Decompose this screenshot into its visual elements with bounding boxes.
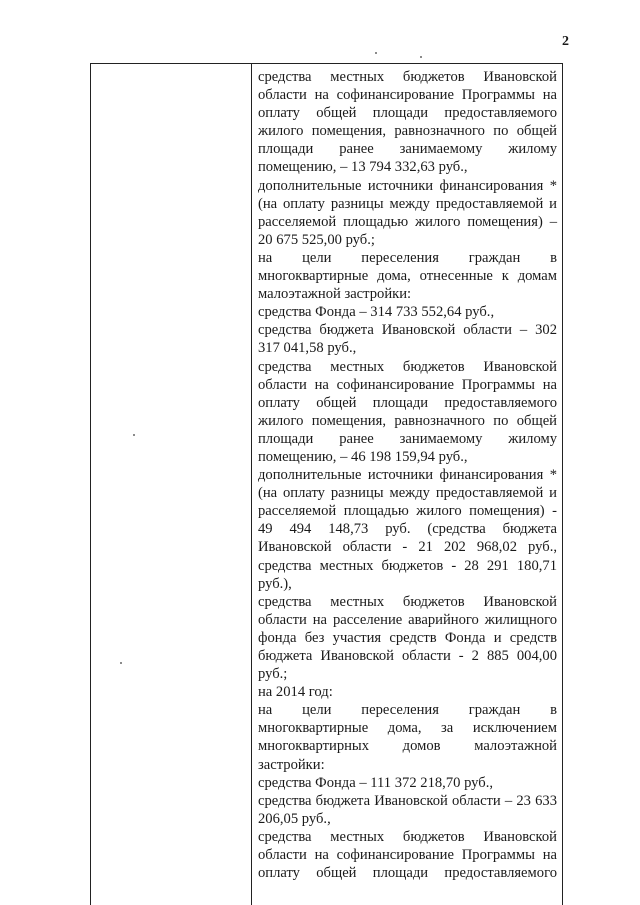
page-number: 2 xyxy=(562,34,569,49)
paragraph: на цели переселения граждан в многоквартирные дома, за исключением многоквартирных домов малоэтажной застройки: xyxy=(258,702,557,773)
table-right-cell xyxy=(252,64,563,905)
paragraph: средства Фонда – 314 733 552,64 руб., xyxy=(258,304,495,321)
paragraph: средства местных бюджетов Ивановской области на расселение аварийного жилищного фонда без участия средств Фонда и средств бюджета Ивановской области - 2 885 004,00 руб.; xyxy=(258,593,557,683)
paragraph: дополнительные источники финансирования * (на оплату разницы между предоставляемой и расселяемой площадью жилого помещения) - 49 494 148,73 руб. (средства бюджета Ивановской области - 21 202 968,02 руб., средства местных бюджетов - 28 291 180,71 руб.), xyxy=(258,467,557,592)
table-left-cell xyxy=(91,64,252,905)
paragraph: на цели переселения граждан в многоквартирные дома, отнесенные к домам малоэтажной застройки: xyxy=(258,249,557,303)
scan-speck xyxy=(120,662,122,664)
paragraph: средства местных бюджетов Ивановской области на софинансирование Программы на оплату общей площади предоставляемого xyxy=(258,828,557,882)
paragraph: средства местных бюджетов Ивановской области на софинансирование Программы на оплату общей площади предоставляемого жилого помещения, равнозначного по общей площади ранее занимаемому жилому помещению, – 13 794 332,63 руб., xyxy=(258,69,557,176)
paragraph: средства бюджета Ивановской области – 23 633 206,05 руб., xyxy=(258,792,557,827)
scan-speck xyxy=(133,434,135,436)
paragraph: на 2014 год: xyxy=(258,684,333,701)
funding-text xyxy=(258,68,557,882)
document-table xyxy=(90,63,563,905)
scan-speck xyxy=(375,52,377,54)
paragraph: средства местных бюджетов Ивановской области на софинансирование Программы на оплату общей площади предоставляемого жилого помещения, равнозначного по общей площади ранее занимаемому жилому помещению, – 46 198 159,94 руб., xyxy=(258,358,557,465)
paragraph: средства Фонда – 111 372 218,70 руб., xyxy=(258,774,494,791)
paragraph: средства бюджета Ивановской области – 302 317 041,58 руб., xyxy=(258,322,557,357)
paragraph: дополнительные источники финансирования * (на оплату разницы между предоставляемой и расселяемой площадью жилого помещения) – 20 675 525,00 руб.; xyxy=(258,177,557,248)
scan-speck xyxy=(420,56,422,58)
